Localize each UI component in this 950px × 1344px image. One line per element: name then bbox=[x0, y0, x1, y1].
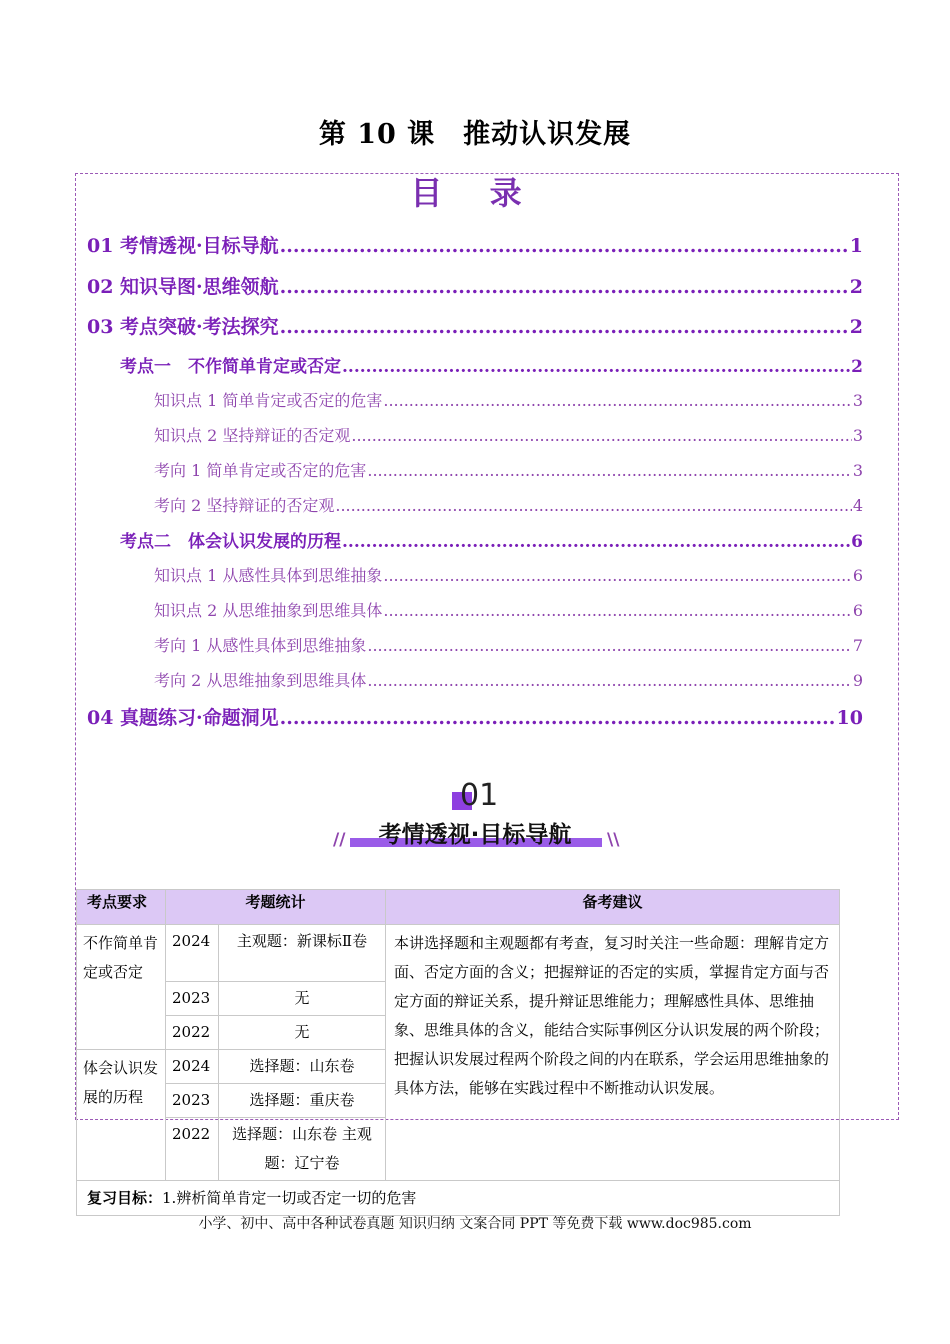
table-header-row bbox=[77, 890, 840, 925]
review-goal-cell bbox=[77, 1181, 840, 1216]
section-title: 考情透视·目标导航 bbox=[378, 822, 572, 848]
year-cell: 2024 bbox=[166, 1050, 219, 1084]
toc-leader bbox=[383, 391, 851, 410]
toc-entry-title: 02 知识导图·思维领航 bbox=[87, 276, 279, 298]
toc-entry-title: 03 考点突破·考法探究 bbox=[87, 316, 279, 338]
toc-entry-page: 9 bbox=[852, 671, 863, 690]
review-goal-text: 1.辨析简单肯定一切或否定一切的危害 bbox=[162, 1189, 417, 1207]
exam-point-cell: 不作简单肯定或否定 bbox=[77, 925, 166, 1050]
toc-leader bbox=[367, 671, 851, 690]
column-header: 备考建议 bbox=[386, 890, 840, 925]
question-cell: 选择题：重庆卷 bbox=[219, 1084, 386, 1118]
toc-entry-title: 考向 1 从感性具体到思维抽象 bbox=[154, 636, 367, 655]
table-row bbox=[77, 925, 840, 982]
toc-entry-page: 3 bbox=[852, 461, 863, 480]
toc-entry-page: 6 bbox=[852, 601, 863, 620]
toc-entry[interactable] bbox=[87, 272, 863, 299]
toc-entry-title: 考向 2 坚持辩证的否定观 bbox=[154, 496, 335, 515]
section-number: 01 bbox=[460, 778, 499, 813]
toc-entry-page: 2 bbox=[849, 316, 863, 338]
year-cell: 2024 bbox=[166, 925, 219, 982]
year-cell: 2023 bbox=[166, 1084, 219, 1118]
toc-leader bbox=[280, 707, 836, 729]
toc-entry-title: 知识点 2 从思维抽象到思维具体 bbox=[154, 601, 383, 620]
toc-entry[interactable] bbox=[120, 352, 863, 377]
toc-entry-page: 3 bbox=[852, 426, 863, 445]
slash-decoration-left: // bbox=[333, 830, 346, 850]
year-cell: 2023 bbox=[166, 982, 219, 1016]
toc-entry-page: 2 bbox=[849, 276, 863, 298]
question-cell: 选择题：山东卷 bbox=[219, 1050, 386, 1084]
toc-entry-page: 4 bbox=[852, 496, 863, 515]
study-advice-cell: 本讲选择题和主观题都有考查，复习时关注一些命题：理解肯定方面、否定方面的含义；把握辩证的否定的实质，掌握肯定方面与否定方面的辩证关系，提升辩证思维能力；理解感性具体、思维抽象、思维具体的含义，能结合实际事例区分认识发展的两个阶段；把握认识发展过程两个阶段之间的内在联系，学会运用思维抽象的具体方法，能够在实践过程中不断推动认识发展。 bbox=[386, 925, 840, 1181]
toc-entry[interactable] bbox=[154, 598, 863, 621]
toc-entry-title: 考点二 体会认识发展的历程 bbox=[120, 532, 341, 552]
toc-entry[interactable] bbox=[154, 668, 863, 691]
question-cell: 无 bbox=[219, 1016, 386, 1050]
toc-entry-title: 知识点 1 从感性具体到思维抽象 bbox=[154, 566, 383, 585]
toc-entry[interactable] bbox=[87, 703, 863, 730]
review-goal-label: 复习目标： bbox=[87, 1189, 163, 1207]
toc-entry[interactable] bbox=[154, 423, 863, 446]
toc-leader bbox=[383, 566, 851, 585]
toc-entry-page: 2 bbox=[851, 357, 863, 377]
year-cell: 2022 bbox=[166, 1016, 219, 1050]
toc-leader bbox=[280, 276, 849, 298]
toc-entry-title: 01 考情透视·目标导航 bbox=[87, 235, 279, 257]
toc-entry-page: 3 bbox=[852, 391, 863, 410]
toc-entry[interactable] bbox=[87, 231, 863, 258]
page-footer: 小学、初中、高中各种试卷真题 知识归纳 文案合同 PPT 等免费下载 www.doc985.com bbox=[198, 1216, 752, 1232]
toc-leader bbox=[367, 636, 851, 655]
toc-entry-title: 考向 1 简单肯定或否定的危害 bbox=[154, 461, 367, 480]
toc-leader bbox=[280, 316, 849, 338]
toc-entry[interactable] bbox=[154, 458, 863, 481]
toc-entry-page: 6 bbox=[851, 532, 863, 552]
toc-entry-page: 1 bbox=[849, 235, 863, 257]
toc-entry[interactable] bbox=[154, 493, 863, 516]
toc-entry-title: 考向 2 从思维抽象到思维具体 bbox=[154, 671, 367, 690]
review-goal-row bbox=[77, 1181, 840, 1216]
toc-entry-title: 知识点 2 坚持辩证的否定观 bbox=[154, 426, 351, 445]
column-header: 考点要求 bbox=[77, 890, 166, 925]
toc-leader bbox=[367, 461, 851, 480]
toc-leader bbox=[351, 426, 851, 445]
document-title: 第 10 课 推动认识发展 bbox=[318, 119, 632, 150]
toc-entry-page: 10 bbox=[836, 707, 863, 729]
toc-entry-title: 04 真题练习·命题洞见 bbox=[87, 707, 279, 729]
year-cell: 2022 bbox=[166, 1118, 219, 1181]
toc-entry-page: 6 bbox=[852, 566, 863, 585]
exam-analysis-table bbox=[76, 889, 840, 1216]
column-header: 考题统计 bbox=[166, 890, 386, 925]
toc-entry-title: 考点一 不作简单肯定或否定 bbox=[120, 357, 341, 377]
toc-entry[interactable] bbox=[154, 633, 863, 656]
toc-entry-page: 7 bbox=[852, 636, 863, 655]
toc-entry[interactable] bbox=[120, 527, 863, 552]
question-cell: 选择题：山东卷 主观题：辽宁卷 bbox=[219, 1118, 386, 1181]
question-cell: 无 bbox=[219, 982, 386, 1016]
toc-entry-title: 知识点 1 简单肯定或否定的危害 bbox=[154, 391, 383, 410]
exam-point-cell: 体会认识发展的历程 bbox=[77, 1050, 166, 1181]
toc-entry[interactable] bbox=[154, 563, 863, 586]
question-cell: 主观题：新课标Ⅱ卷 bbox=[219, 925, 386, 982]
toc-entry[interactable] bbox=[87, 312, 863, 339]
toc-leader bbox=[335, 496, 851, 515]
slash-decoration-right: \\ bbox=[607, 830, 620, 850]
toc-leader bbox=[342, 357, 850, 377]
toc-entry[interactable] bbox=[154, 388, 863, 411]
toc-leader bbox=[342, 532, 850, 552]
toc-heading: 目 录 bbox=[410, 174, 540, 212]
toc-leader bbox=[383, 601, 851, 620]
toc-leader bbox=[280, 235, 849, 257]
